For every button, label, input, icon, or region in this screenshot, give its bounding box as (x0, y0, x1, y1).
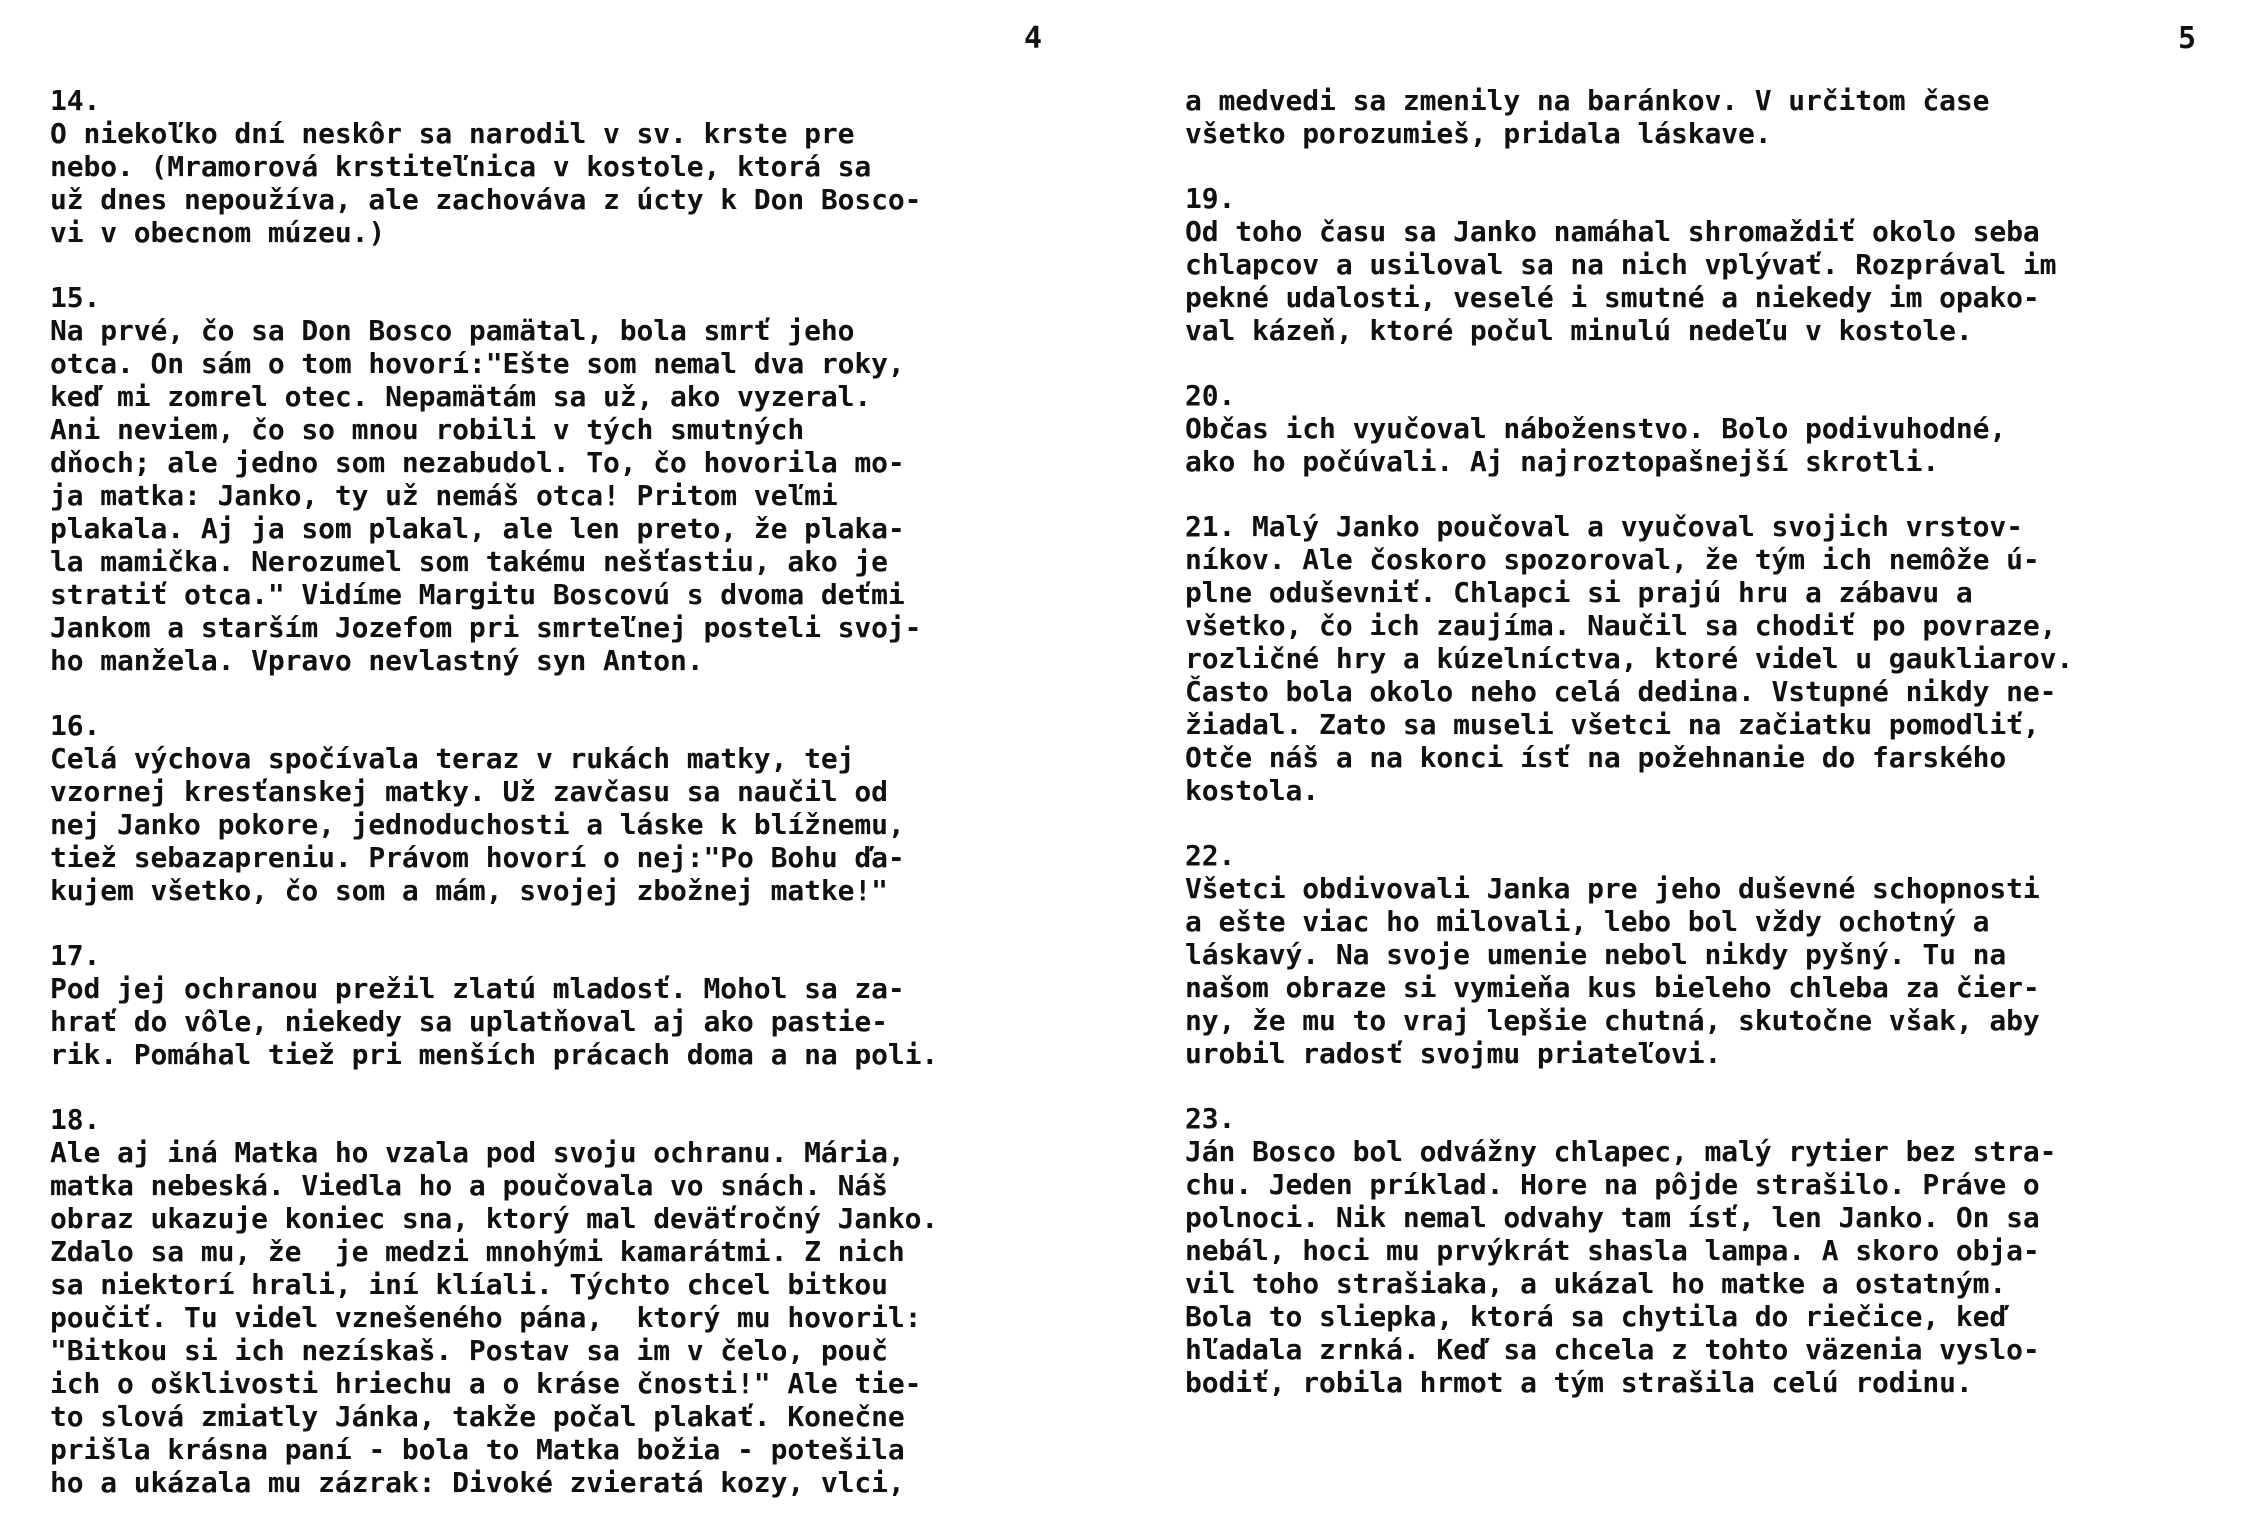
text-line: sa niektorí hrali, iní klíali. Týchto chcel bitkou (50, 1268, 888, 1301)
text-line: hrať do vôle, niekedy sa uplatňoval aj ako pastie- (50, 1005, 888, 1038)
text-line: to slová zmiatly Jánka, takže počal plakať. Konečne (50, 1400, 905, 1433)
text-line: Jankom a starším Jozefom pri smrteľnej posteli svoj- (50, 611, 922, 644)
continued-paragraph (1185, 84, 2225, 150)
text-line: la mamička. Nerozumel som takému nešťastiu, ako je (50, 545, 888, 578)
text-line: Ale aj iná Matka ho vzala pod svoju ochranu. Mária, (50, 1136, 905, 1169)
text-line: chu. Jeden príklad. Hore na pôjde strašilo. Práve o (1185, 1168, 2040, 1201)
paragraph-section (50, 84, 1090, 249)
text-line: vi v obecnom múzeu.) (50, 216, 386, 249)
paragraph-section (50, 281, 1090, 677)
text-line: 21. Malý Janko poučoval a vyučoval svojich vrstov- (1185, 510, 2023, 543)
right-page-column (1185, 84, 2225, 1431)
section-number: 17. (50, 939, 101, 972)
section-number: 22. (1185, 839, 1236, 872)
text-line: poučiť. Tu videl vznešeného pána, ktorý mu hovoril: (50, 1301, 922, 1334)
text-line: Od toho času sa Janko namáhal shromaždiť okolo seba (1185, 215, 2040, 248)
text-line: "Bitkou si ich nezískaš. Postav sa im v čelo, pouč (50, 1334, 888, 1367)
text-line: láskavý. Na svoje umenie nebol nikdy pyšný. Tu na (1185, 938, 2007, 971)
text-line: urobil radosť svojmu priateľovi. (1185, 1037, 1722, 1070)
text-line: kujem všetko, čo som a mám, svojej zbožnej matke!" (50, 874, 888, 907)
text-line: ja matka: Janko, ty už nemáš otca! Pritom veľmi (50, 479, 838, 512)
section-number: 23. (1185, 1102, 1236, 1135)
text-line: kostola. (1185, 774, 1320, 807)
text-line: bodiť, robila hrmot a tým strašila celú rodinu. (1185, 1366, 1973, 1399)
text-line: stratiť otca." Vidíme Margitu Boscovú s dvoma deťmi (50, 578, 905, 611)
section-number: 20. (1185, 379, 1236, 412)
text-line: Ján Bosco bol odvážny chlapec, malý rytier bez stra- (1185, 1135, 2057, 1168)
text-line: obraz ukazuje koniec sna, ktorý mal deväťročný Janko. (50, 1202, 939, 1235)
text-line: hľadala zrnká. Keď sa chcela z tohto väzenia vyslo- (1185, 1333, 2040, 1366)
text-line: dňoch; ale jedno som nezabudol. To, čo hovorila mo- (50, 446, 905, 479)
text-line: Ani neviem, čo so mnou robili v tých smutných (50, 413, 805, 446)
text-line: nebo. (Mramorová krstiteľnica v kostole, ktorá sa (50, 150, 872, 183)
paragraph-section (1185, 1102, 2225, 1399)
paragraph-section (1185, 379, 2225, 478)
text-line: Všetci obdivovali Janka pre jeho duševné schopnosti (1185, 872, 2040, 905)
text-line: val kázeň, ktoré počul minulú nedeľu v kostole. (1185, 314, 1973, 347)
text-line: vil toho strašiaka, a ukázal ho matke a ostatným. (1185, 1267, 2007, 1300)
text-line: rozličné hry a kúzelníctva, ktoré videl u gaukliarov. (1185, 642, 2074, 675)
text-line: Pod jej ochranou prežil zlatú mladosť. Mohol sa za- (50, 972, 905, 1005)
text-line: ny, že mu to vraj lepšie chutná, skutočne však, aby (1185, 1004, 2040, 1037)
text-line: prišla krásna paní - bola to Matka božia - potešila (50, 1433, 905, 1466)
text-line: ho manžela. Vpravo nevlastný syn Anton. (50, 644, 704, 677)
page-number-right: 5 (2178, 21, 2197, 56)
text-line: keď mi zomrel otec. Nepamätám sa už, ako vyzeral. (50, 380, 872, 413)
section-number: 14. (50, 84, 101, 117)
paragraph-section (50, 1103, 1090, 1499)
text-line: a medvedi sa zmenily na baránkov. V určitom čase (1185, 84, 1990, 117)
section-number: 19. (1185, 182, 1236, 215)
section-number: 18. (50, 1103, 101, 1136)
text-line: tiež sebazapreniu. Právom hovorí o nej:"Po Bohu ďa- (50, 841, 905, 874)
paragraph-section (50, 709, 1090, 907)
text-line: matka nebeská. Viedla ho a poučovala vo snách. Náš (50, 1169, 888, 1202)
text-line: pekné udalosti, veselé i smutné a niekedy im opako- (1185, 281, 2040, 314)
text-line: rik. Pomáhal tiež pri menších prácach doma a na poli. (50, 1038, 939, 1071)
text-line: polnoci. Nik nemal odvahy tam ísť, len Janko. On sa (1185, 1201, 2040, 1234)
text-line: Často bola okolo neho celá dedina. Vstupné nikdy ne- (1185, 675, 2057, 708)
paragraph-section (1185, 510, 2225, 807)
text-line: chlapcov a usiloval sa na nich vplývať. Rozprával im (1185, 248, 2057, 281)
text-line: Celá výchova spočívala teraz v rukách matky, tej (50, 742, 855, 775)
text-line: a ešte viac ho milovali, lebo bol vždy ochotný a (1185, 905, 1990, 938)
text-line: otca. On sám o tom hovorí:"Ešte som nemal dva roky, (50, 347, 905, 380)
text-line: Otče náš a na konci ísť na požehnanie do farského (1185, 741, 2007, 774)
paragraph-section (1185, 182, 2225, 347)
paragraph-section (1185, 839, 2225, 1070)
text-line: všetko porozumieš, pridala láskave. (1185, 117, 1772, 150)
text-line: už dnes nepoužíva, ale zachováva z úcty k Don Bosco- (50, 183, 922, 216)
section-number: 15. (50, 281, 101, 314)
text-line: nej Janko pokore, jednoduchosti a láske k blížnemu, (50, 808, 905, 841)
text-line: našom obraze si vymieňa kus bieleho chleba za čier- (1185, 971, 2040, 1004)
text-line: žiadal. Zato sa museli všetci na začiatku pomodliť, (1185, 708, 2040, 741)
text-line: plakala. Aj ja som plakal, ale len preto, že plaka- (50, 512, 905, 545)
text-line: Zdalo sa mu, že je medzi mnohými kamarátmi. Z nich (50, 1235, 905, 1268)
text-line: ich o ošklivosti hriechu a o kráse čnosti!" Ale tie- (50, 1367, 922, 1400)
text-line: vzornej kresťanskej matky. Už zavčasu sa naučil od (50, 775, 888, 808)
text-line: ako ho počúvali. Aj najroztopašnejší skrotli. (1185, 445, 1940, 478)
paragraph-section (50, 939, 1090, 1071)
text-line: plne oduševniť. Chlapci si prajú hru a zábavu a (1185, 576, 1973, 609)
text-line: Občas ich vyučoval náboženstvo. Bolo podivuhodné, (1185, 412, 2007, 445)
page-number-left: 4 (1024, 21, 1043, 56)
text-line: níkov. Ale čoskoro spozoroval, že tým ich nemôže ú- (1185, 543, 2040, 576)
text-line: O niekoľko dní neskôr sa narodil v sv. krste pre (50, 117, 855, 150)
text-line: všetko, čo ich zaujíma. Naučil sa chodiť po povraze, (1185, 609, 2057, 642)
left-page-column (50, 84, 1090, 1531)
text-line: ho a ukázala mu zázrak: Divoké zvieratá kozy, vlci, (50, 1466, 905, 1499)
text-line: Bola to sliepka, ktorá sa chytila do riečice, keď (1185, 1300, 2007, 1333)
section-number: 16. (50, 709, 101, 742)
text-line: nebál, hoci mu prvýkrát shasla lampa. A skoro obja- (1185, 1234, 2040, 1267)
text-line: Na prvé, čo sa Don Bosco pamätal, bola smrť jeho (50, 314, 855, 347)
